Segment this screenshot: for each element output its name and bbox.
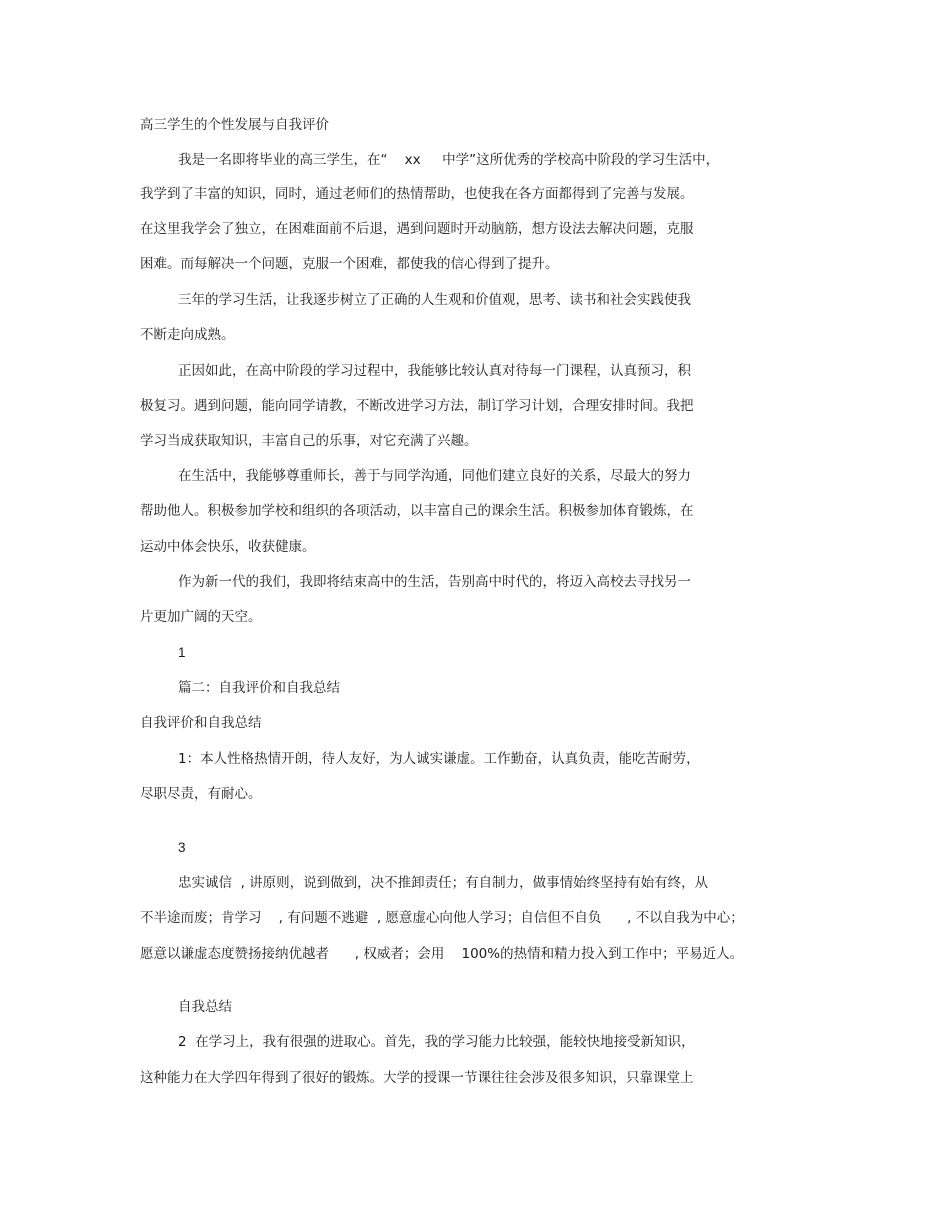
paragraph-line: 1：本人性格热情开朗，待人友好，为人诚实谦虚。工作勤奋，认真负责，能吃苦耐劳， bbox=[178, 751, 700, 767]
paragraph-line: 帮助他人。积极参加学校和组织的各项活动，以丰富自己的课余生活。积极参加体育锻炼，在 bbox=[140, 503, 694, 519]
paragraph-line: 我是一名即将毕业的高三学生，在“ xx 中学”这所优秀的学校高中阶段的学习生活中， bbox=[178, 152, 720, 168]
paragraph-line: 困难。而每解决一个问题，克服一个困难，都使我的信心得到了提升。 bbox=[140, 256, 559, 272]
paragraph-line: 正因如此，在高中阶段的学习过程中，我能够比较认真对待每一门课程，认真预习，积 bbox=[178, 363, 691, 379]
paragraph-line: 不断走向成熟。 bbox=[140, 327, 235, 343]
paragraph-line: 在这里我学会了独立，在困难面前不后退，遇到问题时开动脑筋，想方设法去解决问题，克服 bbox=[140, 221, 694, 237]
paragraph-line: 学习当成获取知识，丰富自己的乐事，对它充满了兴趣。 bbox=[140, 433, 478, 449]
paragraph-line: 尽职尽责，有耐心。 bbox=[140, 786, 262, 802]
section-title: 自我评价和自我总结 bbox=[140, 715, 262, 731]
page-number: 3 bbox=[178, 840, 186, 855]
paragraph-line: 运动中体会快乐，收获健康。 bbox=[140, 539, 316, 555]
paragraph-line: 极复习。遇到问题，能向同学请教，不断改进学习方法，制订学习计划，合理安排时间。我把 bbox=[140, 398, 694, 414]
page-number: 1 bbox=[178, 645, 186, 660]
paragraph-line: 忠实诚信 , 讲原则，说到做到，决不推卸责任；有自制力，做事情始终坚持有始有终，从 bbox=[178, 875, 709, 891]
paragraph-line: 我学到了丰富的知识，同时，通过老师们的热情帮助，也使我在各方面都得到了完善与发展。 bbox=[140, 186, 694, 202]
paragraph-line: 在生活中，我能够尊重师长，善于与同学沟通，同他们建立良好的关系，尽最大的努力 bbox=[178, 468, 691, 484]
paragraph-line: 片更加广阔的天空。 bbox=[140, 609, 262, 625]
paragraph-line: 三年的学习生活，让我逐步树立了正确的人生观和价值观，思考、读书和社会实践使我 bbox=[178, 292, 691, 308]
section-heading: 篇二：自我评价和自我总结 bbox=[178, 680, 340, 696]
paragraph-line: 作为新一代的我们，我即将结束高中的生活，告别高中时代的，将迈入高校去寻找另一 bbox=[178, 574, 691, 590]
paragraph-line: 不半途而废；肯学习 , 有问题不逃避 , 愿意虚心向他人学习；自信但不自负 , 不以自我为中心； bbox=[140, 910, 744, 926]
section-heading: 自我总结 bbox=[178, 999, 232, 1015]
document-title: 高三学生的个性发展与自我评价 bbox=[140, 117, 329, 133]
paragraph-line: 愿意以谦虚态度赞扬接纳优越者 , 权威者；会用 100%的热情和精力投入到工作中；平易近人。 bbox=[140, 946, 744, 962]
paragraph-line: 2 在学习上，我有很强的进取心。首先，我的学习能力比较强，能较快地接受新知识， bbox=[178, 1034, 695, 1050]
paragraph-line: 这种能力在大学四年得到了很好的锻炼。大学的授课一节课往往会涉及很多知识，只靠课堂上 bbox=[140, 1070, 694, 1086]
